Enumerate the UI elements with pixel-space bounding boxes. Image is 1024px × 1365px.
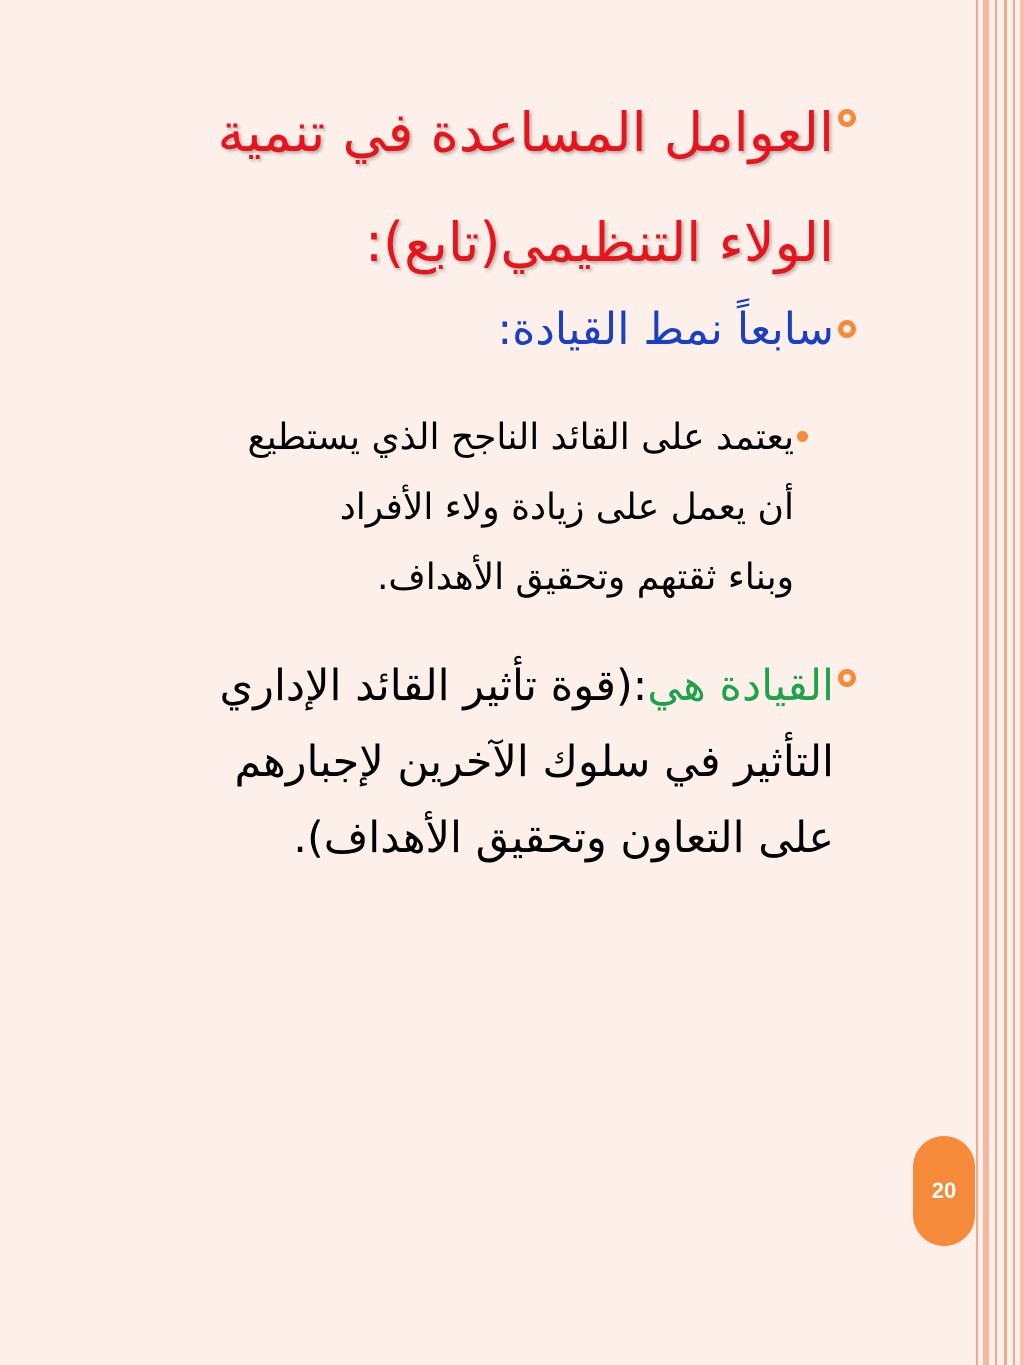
paragraph-line: وبناء ثقتهم وتحقيق الأهداف. bbox=[376, 557, 794, 598]
definition-line bbox=[64, 648, 834, 724]
title-line: الولاء التنظيمي(تابع): bbox=[364, 211, 834, 274]
border-line bbox=[983, 0, 989, 1365]
slide-title bbox=[74, 78, 834, 298]
paragraph-line: أن يعمل على زيادة ولاء الأفراد bbox=[339, 487, 794, 528]
paragraph bbox=[54, 403, 794, 613]
title-line: العوامل المساعدة في تنمية bbox=[217, 101, 834, 164]
ring-bullet-icon bbox=[838, 109, 856, 127]
definition-line: على التعاون وتحقيق الأهداف). bbox=[293, 813, 834, 863]
definition-text: :(قوة تأثير القائد الإداري bbox=[219, 661, 648, 711]
border-line bbox=[1020, 0, 1024, 1365]
paragraph-line: يعتمد على القائد الناجح الذي يستطيع bbox=[247, 417, 794, 458]
section-heading: سابعاً نمط القيادة: bbox=[497, 304, 834, 355]
definition-paragraph bbox=[64, 648, 834, 876]
definition-line: التأثير في سلوك الآخرين لإجبارهم bbox=[234, 737, 834, 787]
border-line bbox=[1004, 0, 1007, 1365]
definition-term: القيادة هي bbox=[647, 661, 834, 711]
border-line bbox=[995, 0, 997, 1365]
ring-bullet-icon bbox=[838, 669, 856, 687]
page-number-badge: 20 bbox=[913, 1136, 975, 1246]
border-line bbox=[976, 0, 978, 1365]
border-line bbox=[1013, 0, 1015, 1365]
ring-bullet-icon bbox=[838, 320, 856, 338]
dot-bullet-icon bbox=[797, 431, 808, 442]
